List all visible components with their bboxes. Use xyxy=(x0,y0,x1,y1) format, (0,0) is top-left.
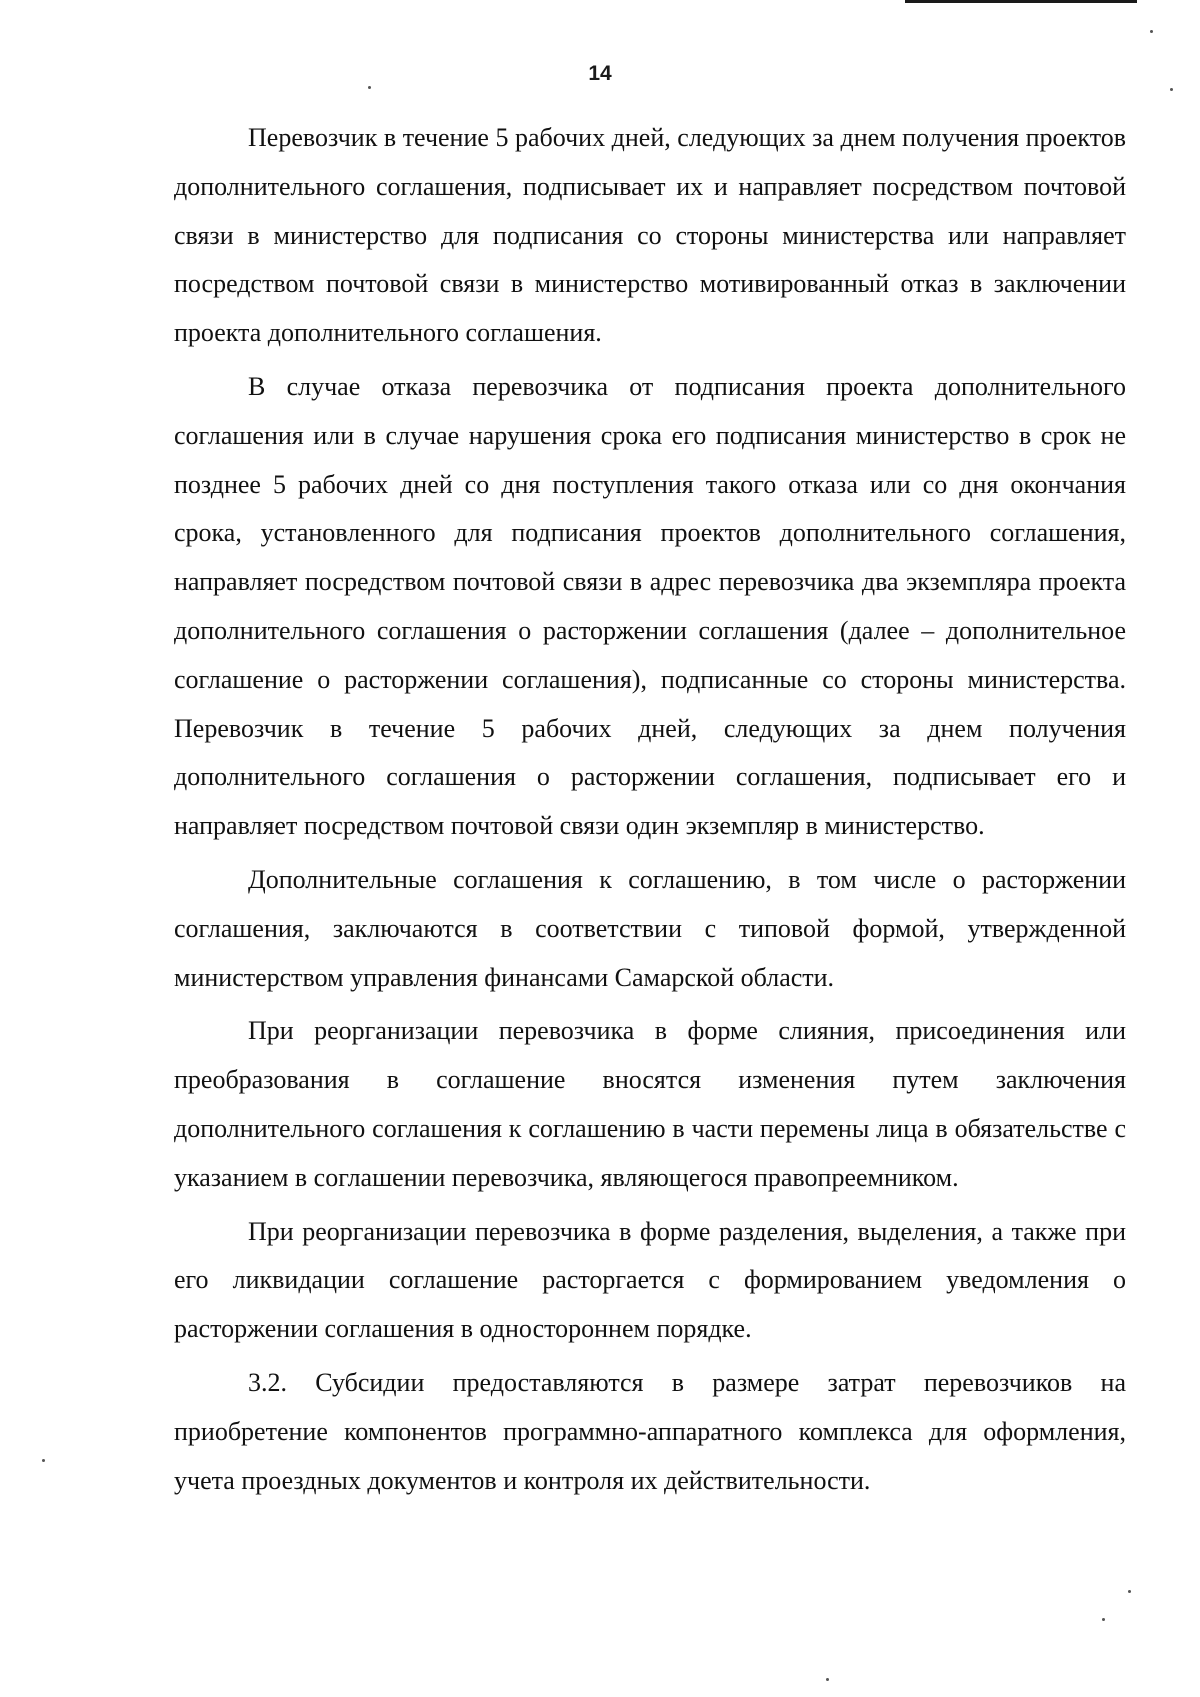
document-body xyxy=(174,114,1126,1510)
paragraph-reorganization-merger: При реорганизации перевозчика в форме слияния, присоединения или преобразования в соглашение вносятся изменения путем заключения дополнительного соглашения к соглашению в части перемены лица в обязательстве с указанием в соглашении перевозчика, являющегося правопреемником. xyxy=(174,1016,1126,1192)
paragraph-carrier-signing: Перевозчик в течение 5 рабочих дней, следующих за днем получения проектов дополнительного соглашения, подписывает их и направляет посредством почтовой связи в министерство для подписания со стороны министерства или направляет посредством почтовой связи в министерство мотивированный отказ в заключении проекта дополнительного соглашения. xyxy=(174,123,1126,348)
page-number: 14 xyxy=(588,62,612,85)
scan-speck xyxy=(368,86,371,89)
paragraph-additional-agreements: Дополнительные соглашения к соглашению, в том числе о расторжении соглашения, заключаются в соответствии с типовой формой, утвержденной министерством управления финансами Самарской области. xyxy=(174,864,1126,992)
paragraph-subsidy-amount: 3.2. Субсидии предоставляются в размере затрат перевозчиков на приобретение компонентов программно-аппаратного комплекса для оформления, учета проездных документов и контроля их действительности. xyxy=(174,1367,1126,1495)
scan-speck xyxy=(1102,1618,1105,1621)
paragraph-refusal-termination: В случае отказа перевозчика от подписания проекта дополнительного соглашения или в случае нарушения срока его подписания министерство в срок не позднее 5 рабочих дней со дня поступления такого отказа или со дня окончания срока, установленного для подписания проектов дополнительного соглашения, направляет посредством почтовой связи в адрес перевозчика два экземпляра проекта дополнительного соглашения о расторжении соглашения (далее – дополнительное соглашение о расторжении соглашения), подписанные со стороны министерства. Перевозчик в течение 5 рабочих дней, следующих за днем получения дополнительного соглашения о расторжении соглашения, подписывает его и направляет посредством почтовой связи один экземпляр в министерство. xyxy=(174,371,1126,841)
top-rule-line xyxy=(905,0,1137,3)
paragraph-reorganization-division: При реорганизации перевозчика в форме разделения, выделения, а также при его ликвидации соглашение расторгается с формированием уведомления о расторжении соглашения в одностороннем порядке. xyxy=(174,1216,1126,1344)
scan-speck xyxy=(1170,88,1173,91)
scan-speck xyxy=(1150,30,1153,33)
scan-speck xyxy=(42,1459,45,1462)
scan-speck xyxy=(826,1678,829,1681)
scan-speck xyxy=(1128,1590,1131,1593)
